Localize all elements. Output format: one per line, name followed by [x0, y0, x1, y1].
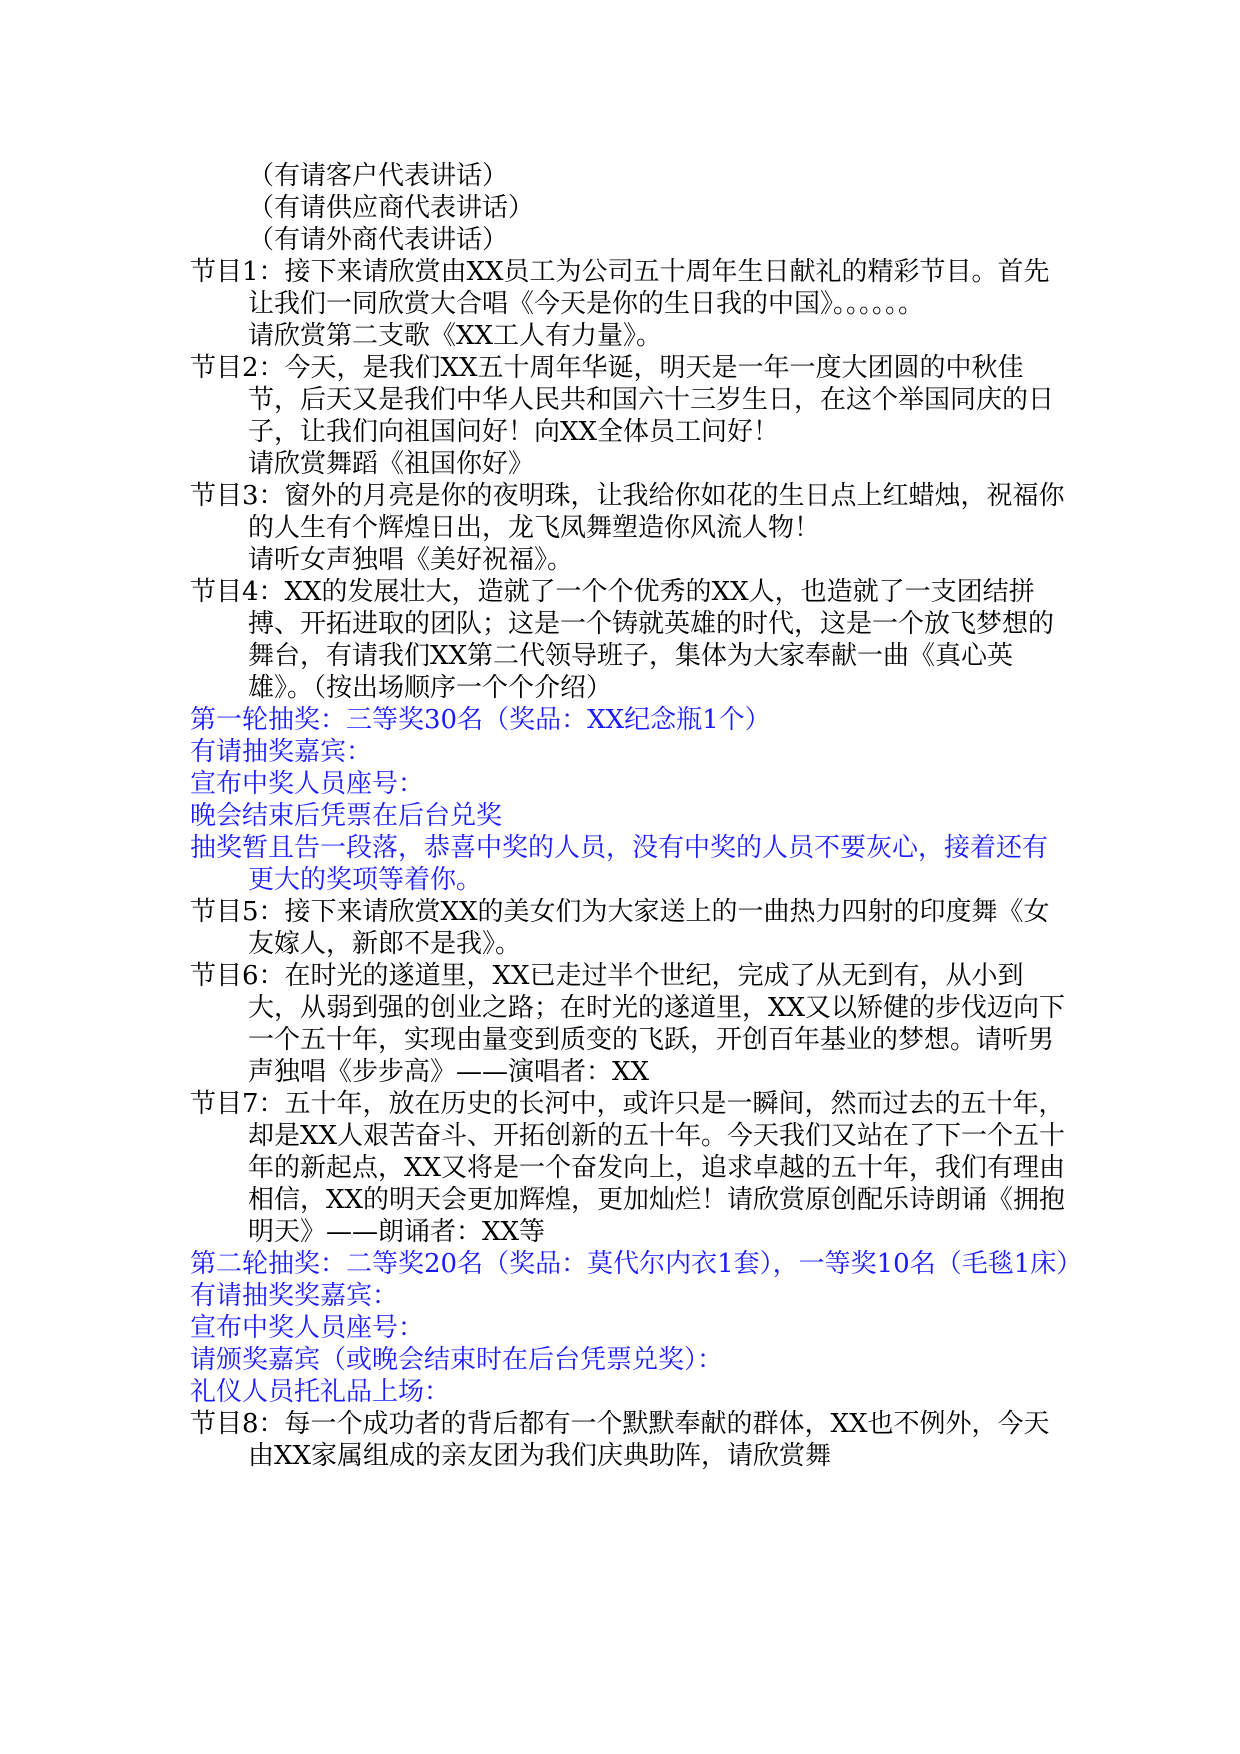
paragraph-line: 请欣赏舞蹈《祖国你好》 — [248, 449, 535, 479]
paragraph-line: 请听女声独唱《美好祝福》。 — [248, 545, 574, 575]
lottery-line: 宣布中奖人员座号： — [190, 1313, 425, 1343]
paragraph-line: （有请供应商代表讲话） — [248, 193, 535, 223]
lottery-line: 晚会结束后凭票在后台兑奖 — [190, 801, 503, 831]
program-item: 节目3：窗外的月亮是你的夜明珠，让我给你如花的生日点上红蜡烛，祝福你的人生有个辉煌日出，龙飞凤舞塑造你风流人物！ — [190, 481, 1065, 543]
lottery-line: 有请抽奖奖嘉宾： — [190, 1281, 399, 1311]
program-item: 节目1：接下来请欣赏由XX员工为公司五十周年生日献礼的精彩节目。首先让我们一同欣赏大合唱《今天是你的生日我的中国》。。。。。。 — [190, 257, 1050, 319]
paragraph-line: （有请外商代表讲话） — [248, 225, 509, 255]
program-item: 节目5：接下来请欣赏XX的美女们为大家送上的一曲热力四射的印度舞《女友嫁人，新郎不是我》。 — [190, 897, 1050, 959]
lottery-line: 抽奖暂且告一段落，恭喜中奖的人员，没有中奖的人员不要灰心，接着还有更大的奖项等着你。 — [190, 833, 1049, 895]
lottery-line: 有请抽奖嘉宾： — [190, 737, 373, 767]
lottery-line: 第一轮抽奖：三等奖30名（奖品：XX纪念瓶1个） — [190, 705, 771, 735]
lottery-line: 礼仪人员托礼品上场： — [190, 1377, 451, 1407]
program-item: 节目7：五十年，放在历史的长河中，或许只是一瞬间，然而过去的五十年，却是XX人艰苦奋斗、开拓创新的五十年。今天我们又站在了下一个五十年的新起点，XX又将是一个奋发向上，追求卓越的五十年，我们有理由相信，XX的明天会更加辉煌，更加灿烂！请欣赏原创配乐诗朗诵《拥抱明天》——朗诵者：XX等 — [190, 1089, 1066, 1247]
program-item: 节目4：XX的发展壮大，造就了一个个优秀的XX人，也造就了一支团结拼搏、开拓进取的团队；这是一个铸就英雄的时代，这是一个放飞梦想的舞台，有请我们XX第二代领导班子，集体为大家奉献一曲《真心英雄》。（按出场顺序一个个介绍） — [190, 577, 1055, 703]
lottery-line: 请颁奖嘉宾（或晚会结束时在后台凭票兑奖）： — [190, 1345, 724, 1375]
paragraph-line: （有请客户代表讲话） — [248, 161, 509, 191]
program-item: 节目2：今天，是我们XX五十周年华诞，明天是一年一度大团圆的中秋佳节，后天又是我们中华人民共和国六十三岁生日，在这个举国同庆的日子，让我们向祖国问好！向XX全体员工问好！ — [190, 353, 1055, 447]
lottery-line: 第二轮抽奖：二等奖20名（奖品：莫代尔内衣1套），一等奖10名（毛毯1床） — [190, 1249, 1083, 1279]
program-item: 节目6：在时光的遂道里，XX已走过半个世纪，完成了从无到有，从小到大，从弱到强的创业之路；在时光的遂道里，XX又以矫健的步伐迈向下一个五十年，实现由量变到质变的飞跃，开创百年基业的梦想。请听男声独唱《步步高》——演唱者：XX — [190, 961, 1066, 1087]
document-page — [190, 160, 1083, 1472]
program-item: 节目8：每一个成功者的背后都有一个默默奉献的群体，XX也不例外，今天由XX家属组成的亲友团为我们庆典助阵，请欣赏舞 — [190, 1409, 1050, 1471]
paragraph-line: 请欣赏第二支歌《XX工人有力量》。 — [248, 321, 663, 351]
lottery-line: 宣布中奖人员座号： — [190, 769, 425, 799]
